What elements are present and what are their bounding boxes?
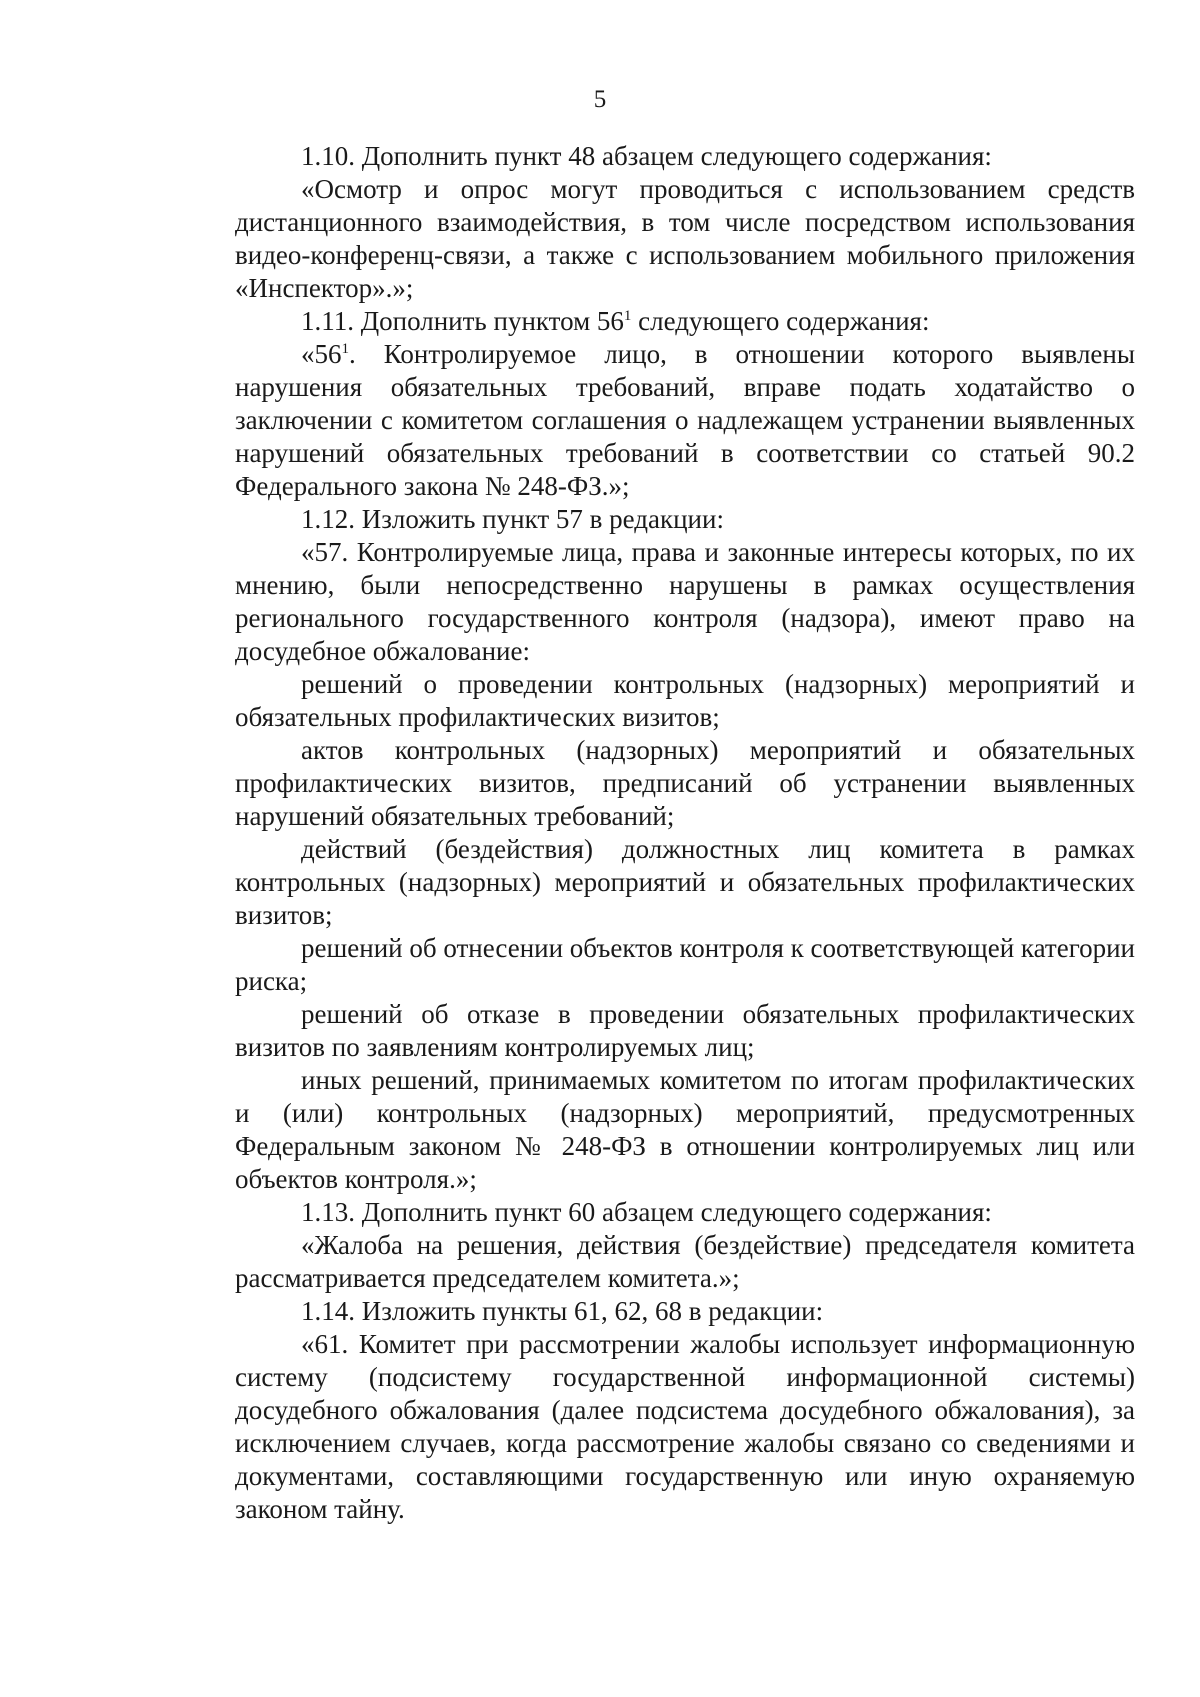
- paragraph-1-10: 1.10. Дополнить пункт 48 абзацем следующего содержания:: [301, 141, 992, 171]
- paragraph-56-1: [235, 338, 1135, 503]
- paragraph-56-1-pre: «56: [301, 339, 342, 369]
- list-item-other-decisions: иных решений, принимаемых комитетом по итогам профилактических и (или) контрольных (надзорных) мероприятий, предусмотренных Федеральным законом № 248-ФЗ в отношении контролируемых лиц или объектов контроля.»;: [235, 1065, 1135, 1194]
- paragraph-1-11-post: следующего содержания:: [631, 306, 930, 336]
- superscript-1: 1: [623, 308, 632, 324]
- paragraph-57: «57. Контролируемые лица, права и законные интересы которых, по их мнению, были непосредственно нарушены в рамках осуществления регионального государственного контроля (надзора), имеют право на досудебное обжалование:: [235, 537, 1135, 666]
- paragraph-56-1-post: . Контролируемое лицо, в отношении которого выявлены нарушения обязательных требований, вправе подать ходатайство о заключении с комитетом соглашения о надлежащем устранении выявленных нарушений обязательных требований в соответствии со статьей 90.2 Федерального закона № 248-ФЗ.»;: [235, 339, 1135, 501]
- paragraph-inspection-text: «Осмотр и опрос могут проводиться с использованием средств дистанционного взаимодействия, в том числе посредством использования видео-конференц-связи, а также с использованием мобильного приложения «Инспектор».»;: [235, 174, 1135, 303]
- list-item-risk-category: решений об отнесении объектов контроля к соответствующей категории риска;: [235, 933, 1135, 996]
- list-item-decisions: решений о проведении контрольных (надзорных) мероприятий и обязательных профилактических визитов;: [235, 669, 1135, 732]
- paragraph-1-12: 1.12. Изложить пункт 57 в редакции:: [301, 504, 724, 534]
- list-item-actions: действий (бездействия) должностных лиц комитета в рамках контрольных (надзорных) мероприятий и обязательных профилактических визитов;: [235, 834, 1135, 930]
- superscript-1: 1: [341, 341, 349, 357]
- paragraph-1-11-pre: 1.11. Дополнить пунктом 56: [301, 306, 624, 336]
- list-item-refusal: решений об отказе в проведении обязательных профилактических визитов по заявлениям контролируемых лиц;: [235, 999, 1135, 1062]
- paragraph-complaint: «Жалоба на решения, действия (бездействие) председателя комитета рассматривается председателем комитета.»;: [235, 1230, 1135, 1293]
- paragraph-1-11: [235, 305, 1135, 338]
- paragraph-61: «61. Комитет при рассмотрении жалобы использует информационную систему (подсистему государственной информационной системы) досудебного обжалования (далее подсистема досудебного обжалования), за исключением случаев, когда рассмотрение жалобы связано со сведениями и документами, составляющими государственную или иную охраняемую законом тайну.: [235, 1329, 1135, 1524]
- list-item-acts: актов контрольных (надзорных) мероприятий и обязательных профилактических визитов, предписаний об устранении выявленных нарушений обязательных требований;: [235, 735, 1135, 831]
- document-body: [235, 140, 1135, 1526]
- paragraph-1-14: 1.14. Изложить пункты 61, 62, 68 в редакции:: [301, 1296, 824, 1326]
- page-number: 5: [593, 86, 607, 113]
- paragraph-1-13: 1.13. Дополнить пункт 60 абзацем следующего содержания:: [301, 1197, 992, 1227]
